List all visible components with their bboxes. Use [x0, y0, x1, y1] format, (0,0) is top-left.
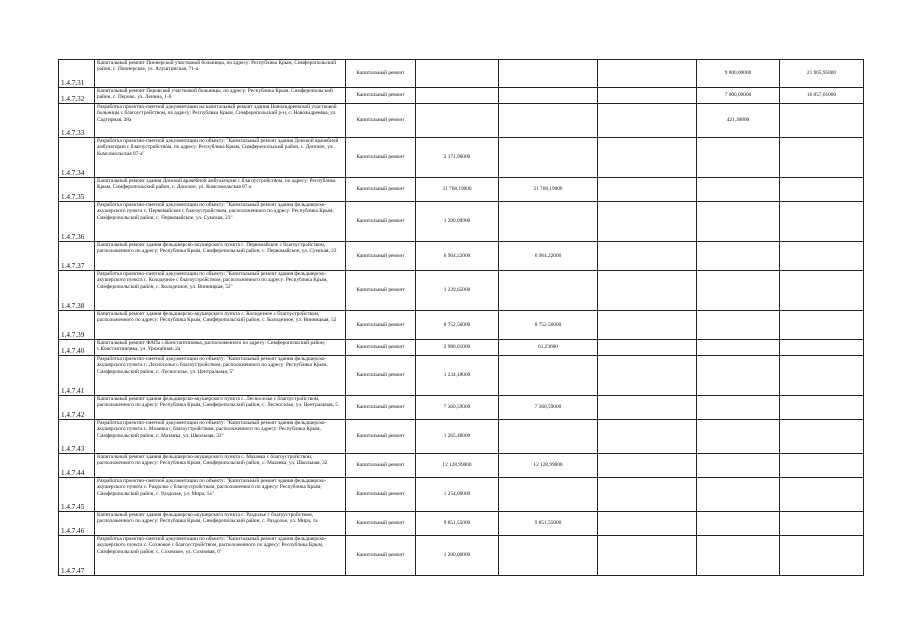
row-value-col5: [780, 478, 864, 512]
row-value-col3: [598, 340, 697, 356]
row-value-col1: [416, 88, 499, 104]
row-description: Капитальный ремонт здания фельдшерско-акушерского пункта с. Лесноселье с благоустройством, расположенного по адресу: Республика Крым, Симферопольский район, с. Лесноселье, ул. Центральная, 5: [95, 396, 346, 420]
row-value-col1: 1 200,09900: [416, 202, 499, 242]
row-value-col5: [780, 454, 864, 478]
table-row: [59, 271, 864, 311]
row-work-type: Капитальный ремонт: [346, 104, 416, 138]
row-value-col4: [697, 178, 780, 202]
row-number: 1.4.7.32: [59, 88, 95, 104]
row-value-col4: [697, 138, 780, 178]
table-row: [59, 356, 864, 396]
row-number: 1.4.7.37: [59, 242, 95, 271]
row-number: 1.4.7.38: [59, 271, 95, 311]
row-value-col5: [780, 202, 864, 242]
row-value-col5: [780, 311, 864, 340]
row-number: 1.4.7.44: [59, 454, 95, 478]
row-work-type: Капитальный ремонт: [346, 178, 416, 202]
table-row: [59, 536, 864, 576]
row-value-col5: [780, 396, 864, 420]
row-value-col2: [499, 478, 598, 512]
row-number: 1.4.7.35: [59, 178, 95, 202]
row-work-type: Капитальный ремонт: [346, 478, 416, 512]
row-value-col3: [598, 202, 697, 242]
budget-table: [58, 59, 864, 576]
row-work-type: Капитальный ремонт: [346, 420, 416, 454]
table-row: [59, 396, 864, 420]
table-row: [59, 311, 864, 340]
row-value-col5: [780, 340, 864, 356]
row-value-col2: [499, 88, 598, 104]
row-number: 1.4.7.41: [59, 356, 95, 396]
row-value-col2: [499, 420, 598, 454]
row-value-col4: 421,30800: [697, 104, 780, 138]
row-value-col3: [598, 88, 697, 104]
row-value-col5: [780, 420, 864, 454]
row-value-col1: 1 234,18000: [416, 356, 499, 396]
row-description: Разработка проектно-сметной документации по объекту: "Капитальный ремонт здания фельдшерско-акушерского пункта с. Колодезное с благоустройством, расположенного по адресу: Республика Крым, Симферопольский район, с. Колодезное, ул. Винницкая, 52": [95, 271, 346, 311]
row-value-col1: 6 964,22000: [416, 242, 499, 271]
row-value-col1: 1 200,00000: [416, 536, 499, 576]
row-value-col2: [499, 202, 598, 242]
row-value-col1: 31 768,19000: [416, 178, 499, 202]
row-value-col3: [598, 242, 697, 271]
row-number: 1.4.7.34: [59, 138, 95, 178]
row-value-col2: [499, 356, 598, 396]
row-value-col5: [780, 178, 864, 202]
row-work-type: Капитальный ремонт: [346, 356, 416, 396]
row-value-col4: [697, 340, 780, 356]
row-value-col4: [697, 242, 780, 271]
row-value-col1: 8 752,56000: [416, 311, 499, 340]
table-row: [59, 242, 864, 271]
row-value-col3: [598, 454, 697, 478]
table-row: [59, 104, 864, 138]
row-value-col4: [697, 396, 780, 420]
row-work-type: Капитальный ремонт: [346, 60, 416, 88]
row-value-col4: [697, 202, 780, 242]
row-value-col1: [416, 104, 499, 138]
row-work-type: Капитальный ремонт: [346, 512, 416, 536]
row-value-col4: [697, 420, 780, 454]
row-description: Капитальный ремонт здания фельдшерско-акушерского пункта с. Первомайское с благоустройством, расположенного по адресу: Республика Крым, Симферопольский район, с. Первомайское, ул. Сумская, 23: [95, 242, 346, 271]
table-row: [59, 420, 864, 454]
row-value-col3: [598, 420, 697, 454]
row-value-col5: [780, 104, 864, 138]
row-value-col2: [499, 138, 598, 178]
row-description: Разработка проектно-сметной документации на капитальный ремонт здания Новоандреевской участковой больницы с благоустройством, по адресу: Республика Крым, Симферопольский р-н, с. Новоандреевка, ул. Садтирная, 28а: [95, 104, 346, 138]
table-row: [59, 454, 864, 478]
row-value-col5: [780, 536, 864, 576]
row-value-col3: [598, 104, 697, 138]
row-description: Разработка проектно-сметной документации по объекту: "Капитальный ремонт здания фельдшерско-акушерского пункта с. Первомайское с благоустройством, расположенного по адресу: Республика Крым, Симферопольский район, с. Первомайское, ул. Сумская, 23": [95, 202, 346, 242]
table-row: [59, 178, 864, 202]
row-value-col2: 8 752,56000: [499, 311, 598, 340]
row-number: 1.4.7.39: [59, 311, 95, 340]
row-value-col4: 7 000,00000: [697, 88, 780, 104]
row-description: Капитальный ремонт Пионерской участковой больницы, по адресу: Республика Крым, Симферопольский район, с. Пионерское, ул. Алуштинская, 71-а: [95, 60, 346, 88]
row-value-col5: [780, 512, 864, 536]
row-description: Капитальный ремонт здания фельдшерско-акушерского пункта с. Раздолье с благоустройством, расположенного по адресу: Республика Крым, Симферопольский район, с. Раздолье, ул. Мира, 1а: [95, 512, 346, 536]
row-value-col1: 2 171,90000: [416, 138, 499, 178]
row-number: 1.4.7.31: [59, 60, 95, 88]
row-value-col1: 12 128,99000: [416, 454, 499, 478]
row-work-type: Капитальный ремонт: [346, 536, 416, 576]
row-value-col3: [598, 178, 697, 202]
row-value-col4: [697, 311, 780, 340]
row-number: 1.4.7.43: [59, 420, 95, 454]
row-value-col5: 16 857,01000: [780, 88, 864, 104]
row-number: 1.4.7.42: [59, 396, 95, 420]
row-description: Капитальный ремонт ФАПа с.Константиновка, расположенного по адресу: Симферопольский район, с.Константиновка, ул. Урожайная, 2а: [95, 340, 346, 356]
row-value-col4: [697, 454, 780, 478]
table-row: [59, 202, 864, 242]
row-number: 1.4.7.36: [59, 202, 95, 242]
row-value-col1: 9 851,55000: [416, 512, 499, 536]
row-description: Разработка проектно-сметной документации по объекту: "Капитальный ремонт здания фельдшерско-акушерского пункта с. Мазанка с благоустройством, расположенного по адресу: Республика Крым, Симферопольский район, с. Мазанка, ул. Школьная, 32": [95, 420, 346, 454]
row-value-col1: 1 254,00000: [416, 478, 499, 512]
table-row: [59, 340, 864, 356]
row-value-col3: [598, 536, 697, 576]
row-work-type: Капитальный ремонт: [346, 340, 416, 356]
row-value-col4: [697, 512, 780, 536]
row-value-col2: [499, 104, 598, 138]
row-value-col2: 31 768,19000: [499, 178, 598, 202]
row-value-col2: [499, 536, 598, 576]
row-number: 1.4.7.47: [59, 536, 95, 576]
row-description: Капитальный ремонт здания Донской врачебной амбулатории с благоустройством, по адресу: Республика Крым, Симферопольский район, с. Донское, ул. Комсомольская 87-а: [95, 178, 346, 202]
row-value-col2: 12 128,99000: [499, 454, 598, 478]
row-description: Разработка проектно-сметной документации по объекту: "Капитальный ремонт здания фельдшерско-акушерского пункта с. Лесноселье с благоустройством, расположенного по адресу: Республика Крым, Симферопольский район, с. Лесноселье, ул. Центральная, 5": [95, 356, 346, 396]
table-row: [59, 512, 864, 536]
row-value-col3: [598, 60, 697, 88]
row-value-col2: 7 360,59000: [499, 396, 598, 420]
row-value-col5: [780, 271, 864, 311]
row-value-col3: [598, 138, 697, 178]
row-work-type: Капитальный ремонт: [346, 271, 416, 311]
row-value-col2: [499, 271, 598, 311]
table-row: [59, 60, 864, 88]
row-value-col3: [598, 311, 697, 340]
row-value-col3: [598, 356, 697, 396]
table-row: [59, 138, 864, 178]
row-value-col4: [697, 271, 780, 311]
row-description: Капитальный ремонт здания фельдшерско-акушерского пункта с. Колодезное с благоустройством, расположенного по адресу: Республика Крым, Симферопольский район, с. Колодезное, ул. Винницкая, 52: [95, 311, 346, 340]
row-work-type: Капитальный ремонт: [346, 454, 416, 478]
row-value-col1: [416, 60, 499, 88]
table-row: [59, 478, 864, 512]
row-value-col5: [780, 356, 864, 396]
row-value-col2: 61,23600: [499, 340, 598, 356]
row-value-col1: 1 239,65000: [416, 271, 499, 311]
row-work-type: Капитальный ремонт: [346, 396, 416, 420]
row-value-col2: 6 964,22000: [499, 242, 598, 271]
row-number: 1.4.7.40: [59, 340, 95, 356]
row-value-col4: [697, 536, 780, 576]
row-value-col1: 7 360,59000: [416, 396, 499, 420]
row-number: 1.4.7.33: [59, 104, 95, 138]
row-value-col5: 21 965,95000: [780, 60, 864, 88]
row-number: 1.4.7.46: [59, 512, 95, 536]
row-value-col3: [598, 396, 697, 420]
row-value-col5: [780, 138, 864, 178]
row-description: Разработка проектно-сметной документации по объекту: "Капитальный ремонт здания Донской врачебной амбулатории с благоустройством, по адресу: Республика Крым, Симферопольский район, с. Донское, ул. Комсомольская 87-а": [95, 138, 346, 178]
row-work-type: Капитальный ремонт: [346, 88, 416, 104]
row-description: Капитальный ремонт здания фельдшерско-акушерского пункта с. Мазанка с благоустройством, расположенного по адресу: Республика Крым, Симферопольский район, с. Мазанка, ул. Школьная, 32: [95, 454, 346, 478]
row-value-col4: [697, 478, 780, 512]
row-description: Капитальный ремонт Перовской участковой больницы, по адресу: Республика Крым, Симферопольский район, с. Перово, ул. Ленина, 1-б: [95, 88, 346, 104]
row-number: 1.4.7.45: [59, 478, 95, 512]
row-value-col3: [598, 271, 697, 311]
row-description: Разработка проектно-сметной документации по объекту: "Капитальный ремонт здания фельдшерско-акушерского пункта с. Сохновое с благоустройством, расположенного по адресу: Республика Крым, Симферопольский район, с. Сохновое, ул. Сохновая, 6": [95, 536, 346, 576]
row-value-col2: 9 851,55000: [499, 512, 598, 536]
row-value-col4: [697, 356, 780, 396]
row-value-col3: [598, 512, 697, 536]
row-value-col2: [499, 60, 598, 88]
row-description: Разработка проектно-сметной документации по объекту: "Капитальный ремонт здания фельдшерско-акушерского пункта с. Раздолье с благоустройством, расположенного по адресу: Республика Крым, Симферопольский район, с. Раздолье, ул. Мира, 1а": [95, 478, 346, 512]
row-work-type: Капитальный ремонт: [346, 242, 416, 271]
row-value-col1: 1 265,48000: [416, 420, 499, 454]
row-value-col1: 2 980,01000: [416, 340, 499, 356]
row-work-type: Капитальный ремонт: [346, 202, 416, 242]
table-row: [59, 88, 864, 104]
row-value-col5: [780, 242, 864, 271]
row-value-col3: [598, 478, 697, 512]
row-work-type: Капитальный ремонт: [346, 311, 416, 340]
row-value-col4: 9 000,00000: [697, 60, 780, 88]
row-work-type: Капитальный ремонт: [346, 138, 416, 178]
